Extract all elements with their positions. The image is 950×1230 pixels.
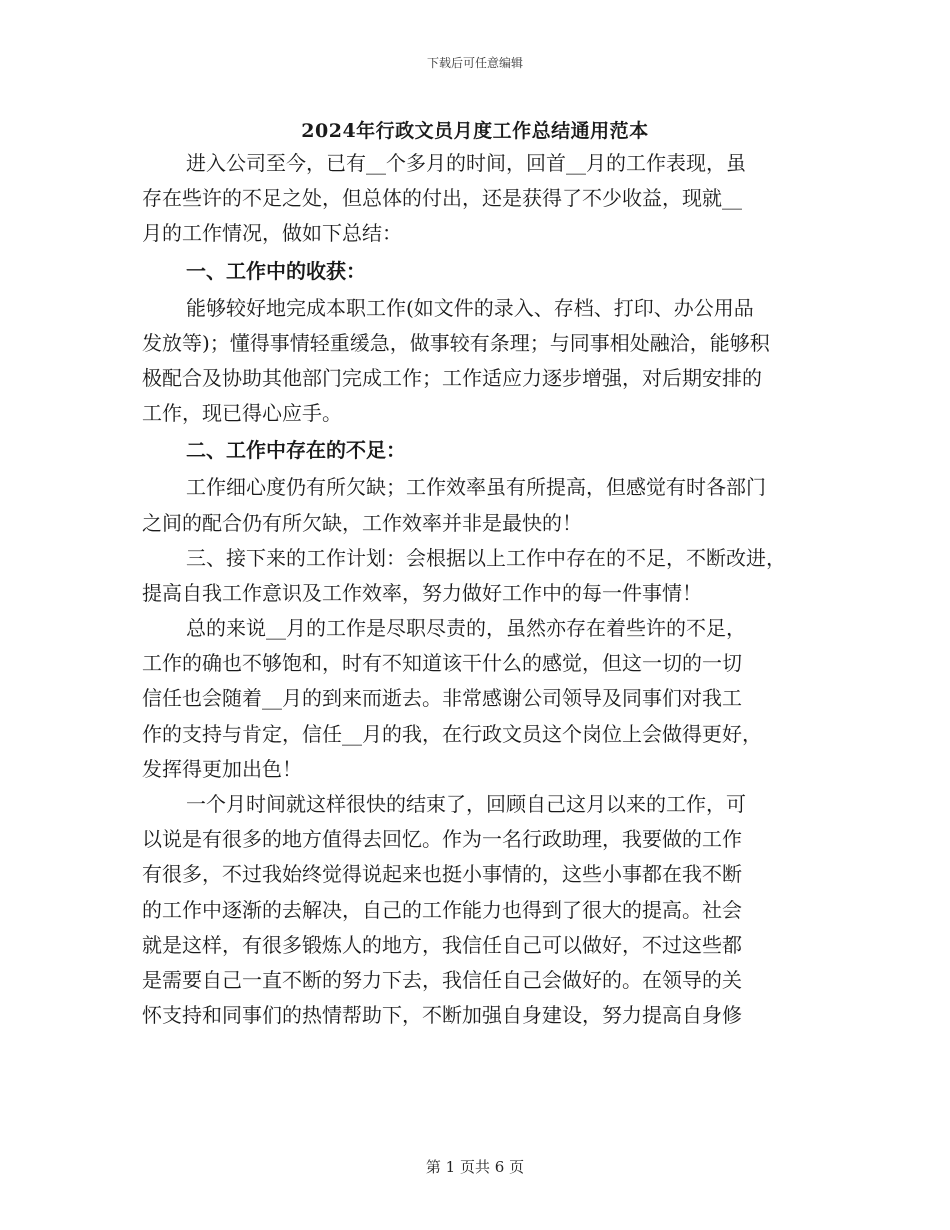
body-line: 就是这样，有很多锻炼人的地方，我信任自己可以做好，不过这些都: [142, 932, 742, 957]
body-line: 是需要自己一直不断的努力下去，我信任自己会做好的。在领导的关: [142, 967, 742, 992]
body-line: 提高自我工作意识及工作效率，努力做好工作中的每一件事情！: [142, 580, 702, 605]
body-line: 一个月时间就这样很快的结束了，回顾自己这月以来的工作，可: [186, 792, 746, 816]
body-line: 之间的配合仍有所欠缺，工作效率并非是最快的！: [142, 510, 582, 535]
body-line: 以说是有很多的地方值得去回忆。作为一名行政助理，我要做的工作: [142, 827, 742, 852]
section-heading-gains: 一、工作中的收获：: [186, 258, 366, 283]
document-title: 2024年行政文员月度工作总结通用范本: [301, 120, 649, 142]
header-note: 下载后可任意编辑: [426, 56, 523, 70]
page-number: 第 1 页共 6 页: [425, 1158, 525, 1176]
body-line: 怀支持和同事们的热情帮助下，不断加强自身建设，努力提高自身修: [142, 1003, 742, 1028]
body-line: 的工作中逐渐的去解决，自己的工作能力也得到了很大的提高。社会: [142, 897, 742, 922]
section-heading-shortcomings: 二、工作中存在的不足：: [186, 438, 406, 463]
body-line: 极配合及协助其他部门完成工作；工作适应力逐步增强，对后期安排的: [142, 365, 762, 390]
body-line: 月的工作情况，做如下总结：: [142, 221, 402, 246]
document-body: [142, 146, 832, 1033]
body-line: 工作细心度仍有所欠缺；工作效率虽有所提高，但感觉有时各部门: [186, 475, 766, 500]
body-line: 存在些许的不足之处，但总体的付出，还是获得了不少收益，现就__: [142, 186, 742, 211]
body-line: 工作的确也不够饱和，时有不知道该干什么的感觉，但这一切的一切: [142, 651, 742, 676]
body-line: 作的支持与肯定，信任__月的我，在行政文员这个岗位上会做得更好，: [142, 721, 762, 746]
body-line: 总的来说__月的工作是尽职尽责的，虽然亦存在着些许的不足，: [186, 616, 746, 641]
body-line: 能够较好地完成本职工作(如文件的录入、存档、打印、办公用品: [186, 295, 754, 320]
body-line: 三、接下来的工作计划：会根据以上工作中存在的不足，不断改进，: [186, 545, 786, 570]
body-line: 发放等)；懂得事情轻重缓急，做事较有条理；与同事相处融洽，能够积: [142, 330, 770, 355]
body-line: 进入公司至今，已有__个多月的时间，回首__月的工作表现，虽: [186, 151, 746, 175]
body-line: 工作，现已得心应手。: [142, 401, 342, 426]
body-line: 发挥得更加出色！: [142, 756, 302, 781]
body-line: 有很多，不过我始终觉得说起来也挺小事情的，这些小事都在我不断: [142, 862, 742, 887]
body-line: 信任也会随着__月的到来而逝去。非常感谢公司领导及同事们对我工: [142, 686, 742, 711]
